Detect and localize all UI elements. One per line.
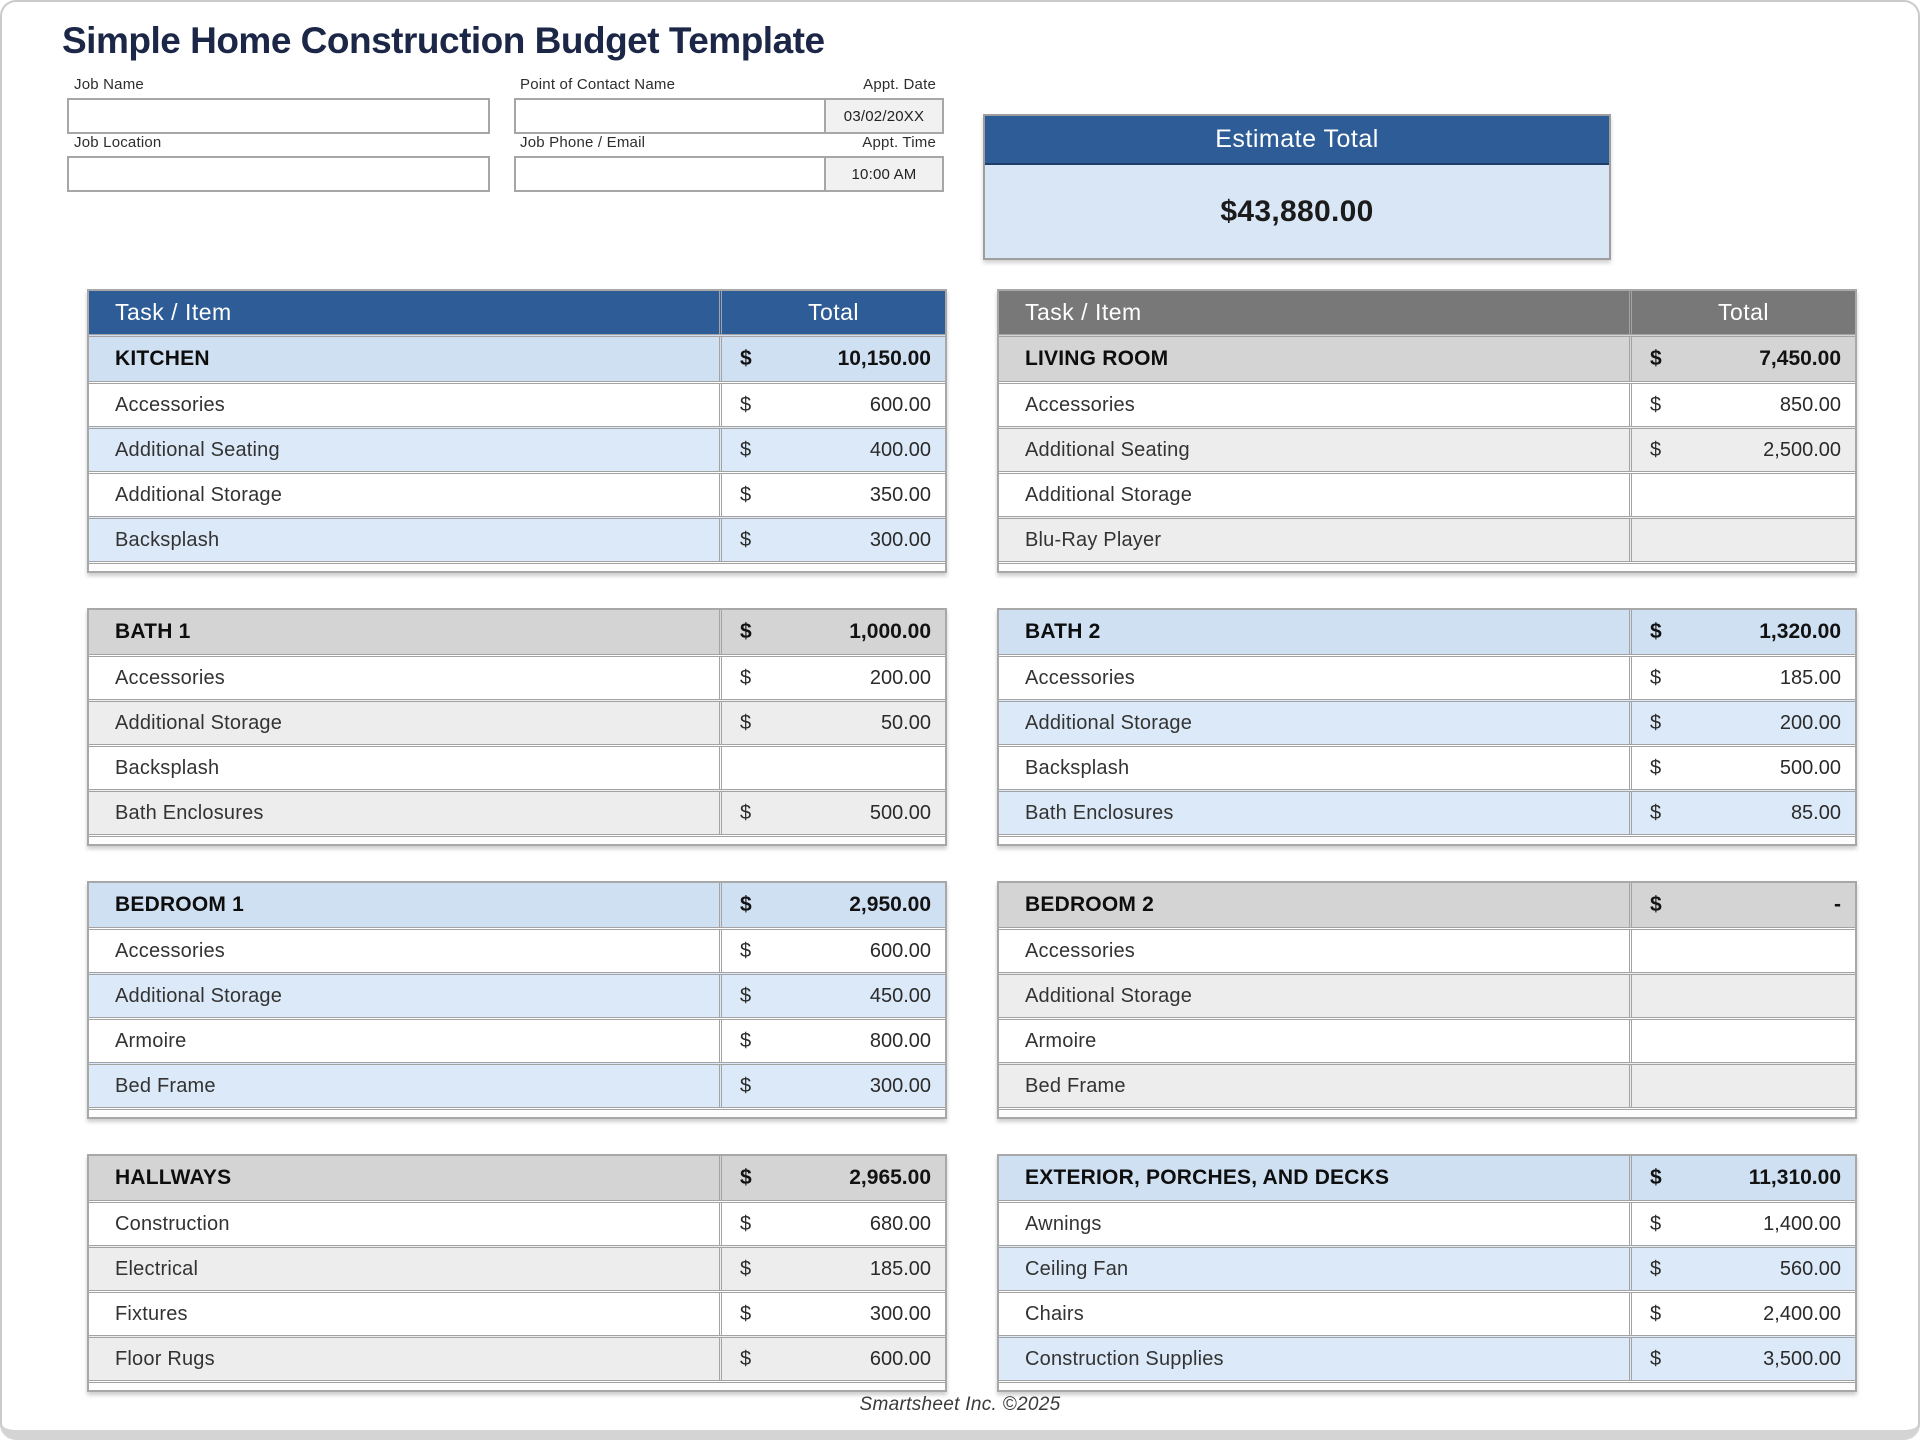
section-name-cell: BATH 1 <box>115 620 191 643</box>
currency-symbol: $ <box>740 1166 752 1189</box>
budget-table-bedroom-2 <box>997 881 1857 1119</box>
currency-symbol: $ <box>740 438 752 461</box>
item-total-cell[interactable] <box>1629 429 1855 471</box>
item-label-cell[interactable]: Electrical <box>115 1257 199 1280</box>
item-label-cell[interactable]: Additional Storage <box>1025 483 1193 506</box>
table-row[interactable] <box>999 426 1855 471</box>
currency-symbol: $ <box>740 666 752 689</box>
section-header-row[interactable] <box>999 1156 1855 1200</box>
budget-table-bedroom-1 <box>87 881 947 1119</box>
item-label-cell[interactable]: Construction <box>115 1212 230 1235</box>
currency-symbol: $ <box>740 528 752 551</box>
section-header-row[interactable] <box>89 883 945 927</box>
task-item-column-header <box>999 291 1629 334</box>
item-amount: 400.00 <box>869 438 931 461</box>
partial-row <box>89 1380 945 1390</box>
total-header-label: Total <box>1717 299 1770 325</box>
estimate-total-header: Estimate Total <box>985 116 1609 165</box>
section-header-row[interactable] <box>89 610 945 654</box>
item-total-cell[interactable] <box>1629 657 1855 699</box>
item-amount: 500.00 <box>1779 756 1841 779</box>
section-name-cell: EXTERIOR, PORCHES, AND DECKS <box>1025 1166 1390 1189</box>
item-total-cell[interactable] <box>1629 930 1855 972</box>
table-row[interactable] <box>89 516 945 561</box>
table-row[interactable] <box>89 1062 945 1107</box>
item-total-cell[interactable] <box>719 792 945 834</box>
section-total-cell[interactable] <box>1629 883 1855 927</box>
item-total-cell[interactable] <box>719 519 945 561</box>
total-column-header <box>1629 291 1855 334</box>
table-row[interactable] <box>999 744 1855 789</box>
table-row[interactable] <box>89 426 945 471</box>
table-row[interactable] <box>999 1017 1855 1062</box>
currency-symbol: $ <box>740 1029 752 1052</box>
item-amount: 2,400.00 <box>1763 1302 1841 1325</box>
table-row[interactable] <box>89 381 945 426</box>
currency-symbol: $ <box>740 711 752 734</box>
currency-symbol: $ <box>740 393 752 416</box>
appt-time-field[interactable]: 10:00 AM <box>824 156 944 192</box>
item-total-cell[interactable] <box>719 429 945 471</box>
table-row[interactable] <box>999 471 1855 516</box>
task-item-header-label: Task / Item <box>1025 299 1142 325</box>
item-amount: 450.00 <box>869 984 931 1007</box>
currency-symbol: $ <box>1650 801 1662 824</box>
item-total-cell[interactable] <box>719 384 945 426</box>
item-amount: 500.00 <box>869 801 931 824</box>
section-total-cell[interactable] <box>719 883 945 927</box>
currency-symbol: $ <box>1650 1166 1662 1189</box>
item-label-cell[interactable]: Armoire <box>115 1029 187 1052</box>
item-total-cell[interactable] <box>1629 747 1855 789</box>
currency-symbol: $ <box>1650 1347 1662 1370</box>
table-row[interactable] <box>89 1017 945 1062</box>
item-label-cell[interactable]: Armoire <box>1025 1029 1097 1052</box>
item-label-cell[interactable]: Accessories <box>1025 393 1136 416</box>
total-column-header <box>719 291 945 334</box>
item-label-cell[interactable]: Floor Rugs <box>115 1347 215 1370</box>
table-row[interactable] <box>89 1245 945 1290</box>
item-label-cell[interactable]: Accessories <box>115 393 226 416</box>
job-name-label: Job Name <box>74 76 144 93</box>
item-label-cell[interactable]: Additional Seating <box>1025 438 1190 461</box>
appt-date-label: Appt. Date <box>863 76 936 93</box>
item-amount: 1,400.00 <box>1763 1212 1841 1235</box>
contact-name-input[interactable] <box>514 98 826 134</box>
section-header-row[interactable] <box>999 334 1855 381</box>
section-total-amount: 11,310.00 <box>1748 1166 1841 1189</box>
currency-symbol: $ <box>740 939 752 962</box>
item-label-cell[interactable]: Blu-Ray Player <box>1025 528 1162 551</box>
section-total-cell[interactable] <box>1629 610 1855 654</box>
item-total-cell[interactable] <box>1629 1293 1855 1335</box>
currency-symbol: $ <box>1650 347 1662 370</box>
table-row[interactable] <box>999 927 1855 972</box>
item-amount: 2,500.00 <box>1763 438 1841 461</box>
section-name-cell: BATH 2 <box>1025 620 1101 643</box>
item-total-cell[interactable] <box>719 975 945 1017</box>
table-row[interactable] <box>999 381 1855 426</box>
table-row[interactable] <box>89 1290 945 1335</box>
item-label-cell[interactable]: Accessories <box>1025 666 1136 689</box>
currency-symbol: $ <box>1650 393 1662 416</box>
page-title: Simple Home Construction Budget Template <box>62 20 825 61</box>
item-total-cell[interactable] <box>719 1248 945 1290</box>
phone-email-label: Job Phone / Email <box>520 134 646 151</box>
item-label-cell[interactable]: Additional Storage <box>115 984 283 1007</box>
section-name-cell: KITCHEN <box>115 347 210 370</box>
currency-symbol: $ <box>1650 1257 1662 1280</box>
item-total-cell[interactable] <box>1629 792 1855 834</box>
section-name-cell: BEDROOM 1 <box>115 893 244 916</box>
item-amount: 50.00 <box>880 711 931 734</box>
currency-symbol: $ <box>1650 1302 1662 1325</box>
table-row[interactable] <box>999 699 1855 744</box>
section-total-amount: 7,450.00 <box>1759 347 1841 370</box>
section-total-amount: 2,950.00 <box>849 893 931 916</box>
item-total-cell[interactable] <box>1629 1065 1855 1107</box>
estimate-total-value: $43,880.00 <box>985 165 1609 258</box>
item-label-cell[interactable]: Additional Storage <box>1025 984 1193 1007</box>
item-amount: 200.00 <box>1779 711 1841 734</box>
table-row[interactable] <box>89 1200 945 1245</box>
currency-symbol: $ <box>740 984 752 1007</box>
item-total-cell[interactable] <box>1629 1248 1855 1290</box>
section-name-cell: HALLWAYS <box>115 1166 232 1189</box>
section-total-amount: 10,150.00 <box>837 347 931 370</box>
item-amount: 350.00 <box>869 483 931 506</box>
section-name-cell: BEDROOM 2 <box>1025 893 1154 916</box>
item-label-cell[interactable]: Fixtures <box>115 1302 188 1325</box>
table-row[interactable] <box>999 1335 1855 1380</box>
item-amount: 560.00 <box>1779 1257 1841 1280</box>
job-location-label: Job Location <box>74 134 162 151</box>
task-item-column-header <box>89 291 719 334</box>
item-total-cell[interactable] <box>1629 1338 1855 1380</box>
item-total-cell[interactable] <box>1629 519 1855 561</box>
item-label-cell[interactable]: Chairs <box>1025 1302 1084 1325</box>
item-amount: 3,500.00 <box>1763 1347 1841 1370</box>
section-header-row[interactable] <box>89 334 945 381</box>
currency-symbol: $ <box>740 801 752 824</box>
item-total-cell[interactable] <box>719 657 945 699</box>
table-row[interactable] <box>89 654 945 699</box>
budget-table-hallways <box>87 1154 947 1392</box>
currency-symbol: $ <box>740 1074 752 1097</box>
partial-row <box>89 561 945 571</box>
section-total-cell[interactable] <box>719 1156 945 1200</box>
currency-symbol: $ <box>740 483 752 506</box>
item-label-cell[interactable]: Awnings <box>1025 1212 1102 1235</box>
section-header-row[interactable] <box>89 1156 945 1200</box>
item-label-cell[interactable]: Additional Seating <box>115 438 280 461</box>
currency-symbol: $ <box>1650 893 1662 916</box>
item-amount: 300.00 <box>869 1302 931 1325</box>
contact-name-label: Point of Contact Name <box>520 76 676 93</box>
item-amount: 800.00 <box>869 1029 931 1052</box>
table-column-header-row <box>999 291 1855 334</box>
item-total-cell[interactable] <box>719 1293 945 1335</box>
item-total-cell[interactable] <box>719 702 945 744</box>
item-label-cell[interactable]: Construction Supplies <box>1025 1347 1224 1370</box>
currency-symbol: $ <box>740 1302 752 1325</box>
table-row[interactable] <box>89 471 945 516</box>
section-name-cell: LIVING ROOM <box>1025 347 1169 370</box>
item-total-cell[interactable] <box>719 1338 945 1380</box>
item-amount: 200.00 <box>869 666 931 689</box>
item-label-cell[interactable]: Accessories <box>115 666 226 689</box>
item-total-cell[interactable] <box>719 474 945 516</box>
currency-symbol: $ <box>1650 756 1662 779</box>
table-row[interactable] <box>999 789 1855 834</box>
item-total-cell[interactable] <box>719 747 945 789</box>
section-total-amount: 1,000.00 <box>849 620 931 643</box>
currency-symbol: $ <box>1650 620 1662 643</box>
item-total-cell[interactable] <box>719 930 945 972</box>
item-label-cell[interactable]: Accessories <box>115 939 226 962</box>
item-label-cell[interactable]: Bath Enclosures <box>115 801 264 824</box>
item-label-cell[interactable]: Additional Storage <box>115 483 283 506</box>
item-label-cell[interactable]: Backsplash <box>115 528 220 551</box>
task-item-header-label: Task / Item <box>115 299 232 325</box>
table-row[interactable] <box>999 516 1855 561</box>
currency-symbol: $ <box>740 1347 752 1370</box>
item-total-cell[interactable] <box>719 1203 945 1245</box>
item-total-cell[interactable] <box>1629 702 1855 744</box>
currency-symbol: $ <box>740 347 752 370</box>
item-label-cell[interactable]: Additional Storage <box>115 711 283 734</box>
table-row[interactable] <box>999 1290 1855 1335</box>
item-label-cell[interactable]: Accessories <box>1025 939 1136 962</box>
section-total-amount: 2,965.00 <box>849 1166 931 1189</box>
item-amount: 300.00 <box>869 1074 931 1097</box>
budget-table-kitchen <box>87 289 947 573</box>
item-amount: 185.00 <box>1779 666 1841 689</box>
table-row[interactable] <box>89 972 945 1017</box>
table-row[interactable] <box>999 972 1855 1017</box>
table-row[interactable] <box>89 699 945 744</box>
item-amount: 300.00 <box>869 528 931 551</box>
budget-grid <box>87 289 1857 1392</box>
partial-row <box>999 561 1855 571</box>
item-amount: 600.00 <box>869 939 931 962</box>
item-amount: 185.00 <box>869 1257 931 1280</box>
job-name-input[interactable] <box>67 98 490 134</box>
section-header-row[interactable] <box>999 883 1855 927</box>
item-label-cell[interactable]: Ceiling Fan <box>1025 1257 1129 1280</box>
budget-table-exterior-porches-and-decks <box>997 1154 1857 1392</box>
appt-time-label: Appt. Time <box>862 134 936 151</box>
item-amount: 850.00 <box>1779 393 1841 416</box>
item-total-cell[interactable] <box>719 1065 945 1107</box>
item-total-cell[interactable] <box>1629 975 1855 1017</box>
currency-symbol: $ <box>1650 666 1662 689</box>
table-row[interactable] <box>89 927 945 972</box>
section-total-amount: 1,320.00 <box>1759 620 1841 643</box>
item-total-cell[interactable] <box>719 1020 945 1062</box>
table-row[interactable] <box>89 744 945 789</box>
section-total-amount: - <box>1834 893 1841 916</box>
currency-symbol: $ <box>740 893 752 916</box>
currency-symbol: $ <box>1650 1212 1662 1235</box>
item-label-cell[interactable]: Bed Frame <box>115 1074 216 1097</box>
partial-row <box>999 834 1855 844</box>
budget-table-bath-1 <box>87 608 947 846</box>
table-row[interactable] <box>999 1245 1855 1290</box>
currency-symbol: $ <box>1650 438 1662 461</box>
table-column-header-row <box>89 291 945 334</box>
job-location-input[interactable] <box>67 156 490 192</box>
item-amount: 600.00 <box>869 393 931 416</box>
item-label-cell[interactable]: Backsplash <box>1025 756 1130 779</box>
currency-symbol: $ <box>740 1257 752 1280</box>
partial-row <box>89 834 945 844</box>
section-header-row[interactable] <box>999 610 1855 654</box>
item-total-cell[interactable] <box>1629 384 1855 426</box>
item-amount: 680.00 <box>869 1212 931 1235</box>
item-label-cell[interactable]: Backsplash <box>115 756 220 779</box>
item-total-cell[interactable] <box>1629 1020 1855 1062</box>
section-total-cell[interactable] <box>719 610 945 654</box>
table-row[interactable] <box>999 1200 1855 1245</box>
budget-table-bath-2 <box>997 608 1857 846</box>
table-row[interactable] <box>89 1335 945 1380</box>
table-row[interactable] <box>999 1062 1855 1107</box>
section-total-cell[interactable] <box>719 337 945 381</box>
total-header-label: Total <box>807 299 860 325</box>
section-total-cell[interactable] <box>1629 337 1855 381</box>
section-total-cell[interactable] <box>1629 1156 1855 1200</box>
item-label-cell[interactable]: Bath Enclosures <box>1025 801 1174 824</box>
footer-credit: Smartsheet Inc. ©2025 <box>859 1394 1061 1415</box>
item-amount: 85.00 <box>1790 801 1841 824</box>
estimate-total-box <box>983 114 1611 260</box>
item-label-cell[interactable]: Bed Frame <box>1025 1074 1126 1097</box>
item-total-cell[interactable] <box>1629 474 1855 516</box>
partial-row <box>999 1380 1855 1390</box>
currency-symbol: $ <box>740 1212 752 1235</box>
partial-row <box>89 1107 945 1117</box>
appt-date-field[interactable]: 03/02/20XX <box>824 98 944 134</box>
item-total-cell[interactable] <box>1629 1203 1855 1245</box>
phone-email-input[interactable] <box>514 156 826 192</box>
partial-row <box>999 1107 1855 1117</box>
table-row[interactable] <box>89 789 945 834</box>
item-amount: 600.00 <box>869 1347 931 1370</box>
table-row[interactable] <box>999 654 1855 699</box>
currency-symbol: $ <box>1650 711 1662 734</box>
budget-table-living-room <box>997 289 1857 573</box>
item-label-cell[interactable]: Additional Storage <box>1025 711 1193 734</box>
currency-symbol: $ <box>740 620 752 643</box>
